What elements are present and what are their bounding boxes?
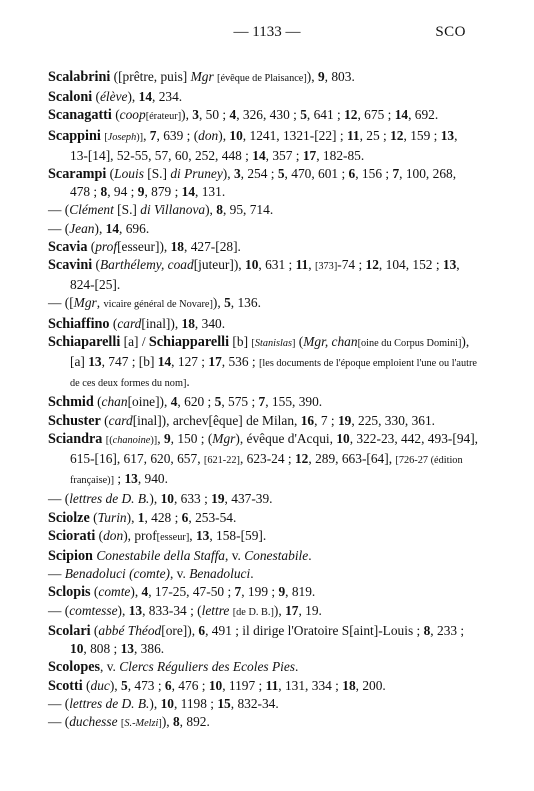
page-number: — 1133 — <box>233 24 301 40</box>
index-entry: Scavia (prof[esseur]), 18, 427-[28]. <box>48 238 241 255</box>
index-entry: Scanagatti (coop[érateur]), 3, 50 ; 4, 326, 430 ; 5, 641 ; 12, 675 ; 14, 692. <box>48 107 439 124</box>
index-entry: — (comtesse), 13, 833-34 ; (lettre [de D. B.]), 17, 19. <box>48 602 322 618</box>
index-entry: Sclopis (comte), 4, 17-25, 47-50 ; 7, 199 ; 9, 819. <box>48 584 316 601</box>
index-entry: Scalabrini ([prêtre, puis] Mgr [évêque de Plaisance]), 9, 803. <box>48 69 355 85</box>
running-head: SCO <box>435 24 466 40</box>
index-entry: Sciandra [(chanoine)], 9, 150 ; (Mgr), évêque d'Acqui, 10, 322-23, 442, 493-[94], 615-[16], 617, 620, 657, [621-22], 623-24 ; 12, 289, 663-[64], [726-27 (édition française)] ; 13, 940. <box>48 430 479 487</box>
index-entry: — (lettres de D. B.), 10, 1198 ; 15, 832-34. <box>48 695 279 711</box>
index-entries <box>48 68 478 733</box>
index-entry: Scotti (duc), 5, 473 ; 6, 476 ; 10, 1197 ; 11, 131, 334 ; 18, 200. <box>48 677 386 694</box>
index-entry: Sciolze (Turin), 1, 428 ; 6, 253-54. <box>48 509 237 526</box>
index-entry: Scaloni (élève), 14, 234. <box>48 89 183 106</box>
index-entry: Scolari (abbé Théod[ore]), 6, 491 ; il dirige l'Oratoire S[aint]-Louis ; 8, 233 ; 10, 808 ; 13, 386. <box>48 622 465 657</box>
index-entry: Scolopes, v. Clercs Réguliers des Ecoles Pies. <box>48 659 299 676</box>
index-entry: Schiaffino (card[inal]), 18, 340. <box>48 315 226 332</box>
index-entry: — (duchesse [S.-Melzi]), 8, 892. <box>48 713 210 729</box>
page-header <box>0 24 534 44</box>
index-entry: Sciorati (don), prof[esseur], 13, 158-[59]. <box>48 527 267 544</box>
index-entry: — (lettres de D. B.), 10, 633 ; 19, 437-39. <box>48 491 273 507</box>
index-entry: Schiaparelli [a] / Schiapparelli [b] [Stanislas] (Mgr, chan[oine du Corpus Domini]), [a] 13, 747 ; [b] 14, 127 ; 17, 536 ; [les documents de l'époque emploient l'une ou l'autre de ces deux formes du nom]. <box>48 333 477 390</box>
index-entry: Schuster (card[inal]), archev[êque] de Milan, 16, 7 ; 19, 225, 330, 361. <box>48 412 436 429</box>
index-entry: Scarampi (Louis [S.] di Pruney), 3, 254 ; 5, 470, 601 ; 6, 156 ; 7, 100, 268, 478 ; 8, 94 ; 9, 879 ; 14, 131. <box>48 166 457 200</box>
index-entry: Scappini [Joseph)], 7, 639 ; (don), 10, 1241, 1321-[22] ; 11, 25 ; 12, 159 ; 13, 13-[14], 52-55, 57, 60, 252, 448 ; 14, 357 ; 17, 182-85. <box>48 127 458 163</box>
index-entry: — ([Mgr, vicaire général de Novare]), 5, 136. <box>48 295 261 311</box>
index-entry: Schmid (chan[oine]), 4, 620 ; 5, 575 ; 7, 155, 390. <box>48 394 323 411</box>
index-entry: Scipion Conestabile della Staffa, v. Conestabile. <box>48 548 312 565</box>
index-entry: — Benadoluci (comte), v. Benadoluci. <box>48 566 254 582</box>
index-entry: — (Clément [S.] di Villanova), 8, 95, 714. <box>48 202 274 218</box>
index-entry: Scavini (Barthélemy, coad[juteur]), 10, 631 ; 11, [373]-74 ; 12, 104, 152 ; 13, 824-[25]. <box>48 257 460 293</box>
index-entry: — (Jean), 14, 696. <box>48 220 150 236</box>
